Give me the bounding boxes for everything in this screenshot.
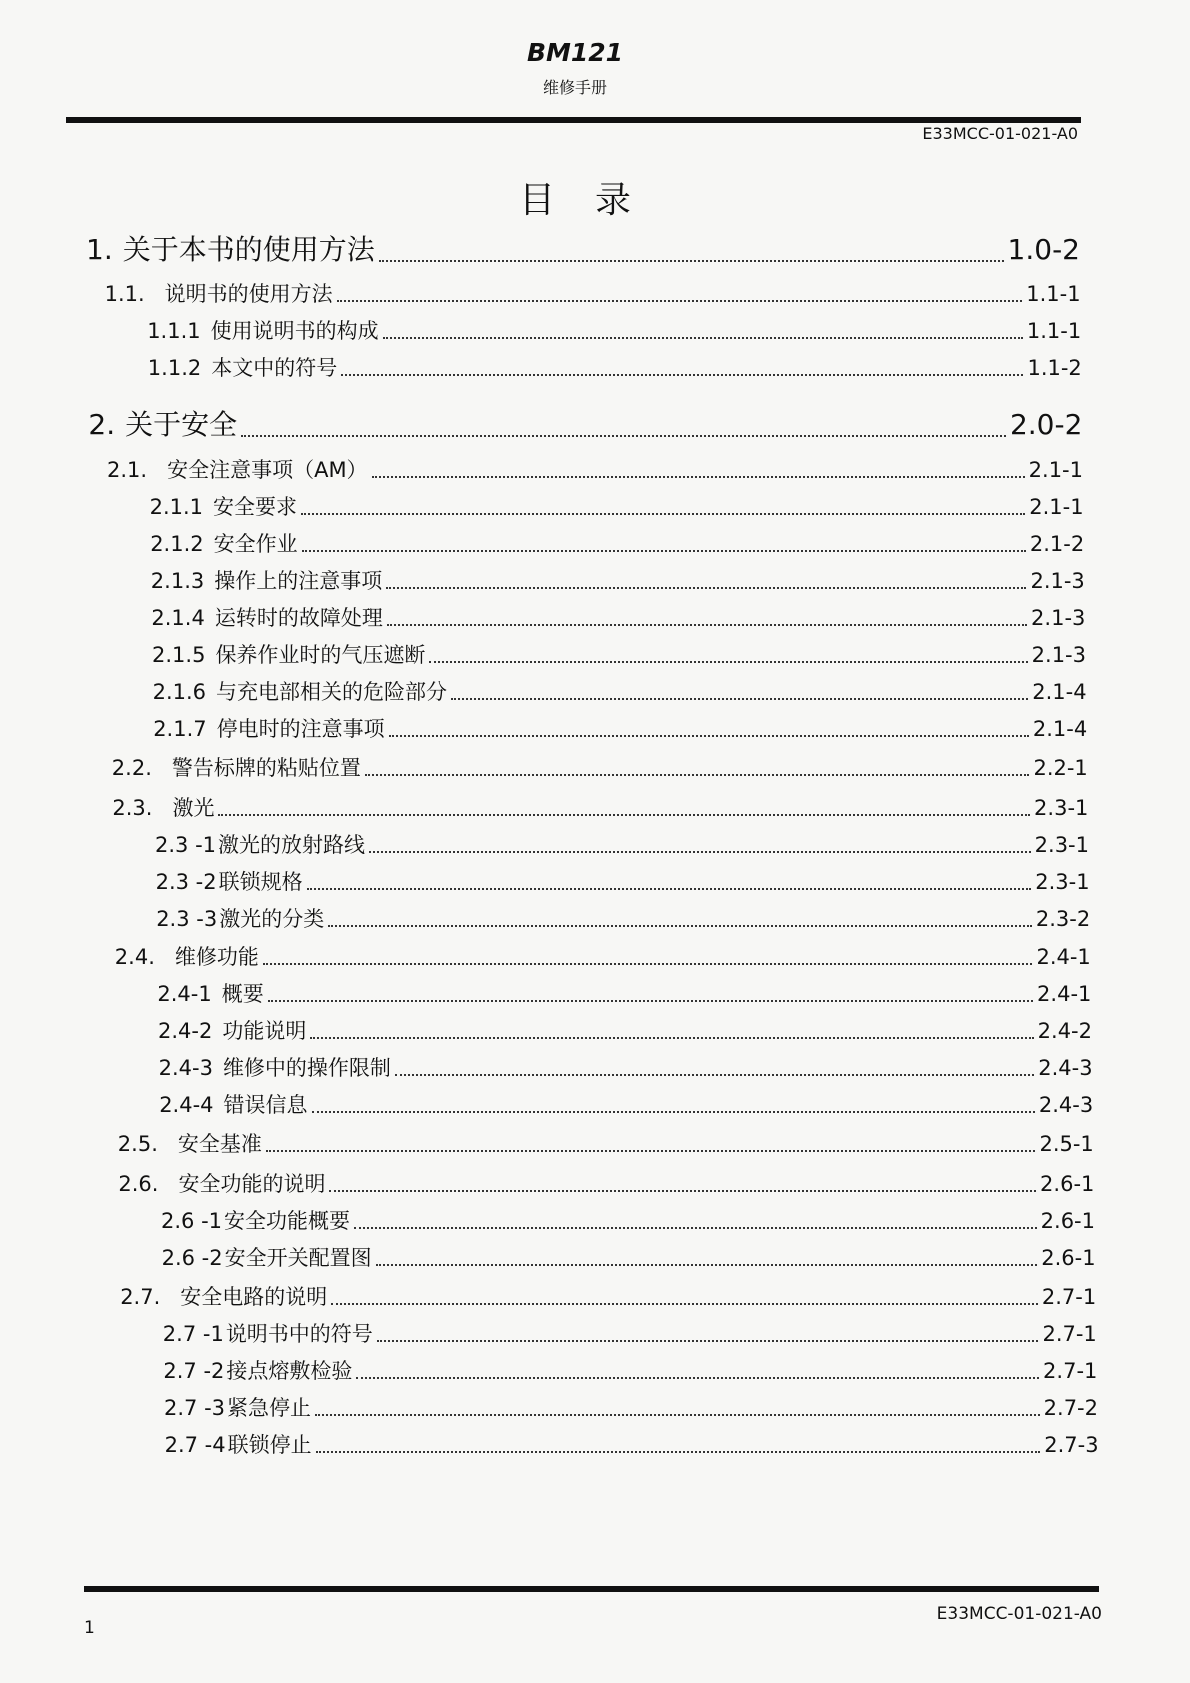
toc-entry-level2[interactable] xyxy=(118,1168,1094,1198)
toc-entry-page: 2.5-1 xyxy=(1039,1132,1094,1156)
toc-entry-number: 2.3. xyxy=(112,796,153,820)
toc-dot-leader xyxy=(372,476,1025,478)
toc-dot-leader xyxy=(316,1451,1041,1453)
toc-entry-number: 1. xyxy=(86,233,113,266)
toc-entry-label: 联锁停止 xyxy=(227,1433,312,1457)
toc-entry-page: 2.7-1 xyxy=(1042,1322,1097,1346)
toc-entry-level2[interactable] xyxy=(118,1128,1094,1158)
toc-entry-page: 2.7-3 xyxy=(1044,1433,1099,1457)
toc-entry-number: 2.2. xyxy=(111,756,152,780)
toc-entry-number: 2.4. xyxy=(114,945,155,969)
toc-entry-page: 2.4-1 xyxy=(1036,945,1091,969)
toc-entry-label: 错误信息 xyxy=(223,1093,308,1117)
toc-dot-leader xyxy=(356,1377,1039,1379)
toc-entry-page: 2.0-2 xyxy=(1009,408,1083,441)
footer-doc-code: E33MCC-01-021-A0 xyxy=(936,1604,1102,1624)
toc-dot-leader xyxy=(379,260,1004,262)
toc-entry-page: 2.4-1 xyxy=(1037,982,1092,1006)
toc-entry-number: 2.7 -1 xyxy=(162,1322,224,1346)
toc-title: 目录 xyxy=(518,180,671,221)
toc-entry-page: 2.7-1 xyxy=(1041,1285,1097,1309)
toc-entry-number: 2.4-4 xyxy=(159,1093,214,1117)
toc-dot-leader xyxy=(341,374,1023,376)
toc-entry-number: 2.1.5 xyxy=(152,643,206,667)
toc-entry-page: 2.1-3 xyxy=(1031,606,1086,630)
toc-dot-leader xyxy=(218,814,1030,816)
toc-entry-number: 2.3 -1 xyxy=(155,833,217,857)
toc-entry-label: 概要 xyxy=(221,982,264,1006)
toc-entry-page: 1.1-1 xyxy=(1026,282,1081,306)
toc-entry-label: 说明书中的符号 xyxy=(225,1322,373,1346)
toc-dot-leader xyxy=(389,735,1029,737)
toc-entry-label: 安全要求 xyxy=(213,495,298,519)
toc-entry-label: 激光的分类 xyxy=(219,907,325,931)
toc-entry-page: 2.2-1 xyxy=(1033,756,1088,780)
toc-entry-level3[interactable] xyxy=(157,978,1091,1008)
toc-entry-level1[interactable] xyxy=(86,228,1080,268)
toc-entry-label: 与充电部相关的危险部分 xyxy=(216,680,448,704)
toc-entry-label: 功能说明 xyxy=(222,1019,307,1043)
toc-entry-level3[interactable] xyxy=(156,903,1090,933)
toc-entry-label: 紧急停止 xyxy=(227,1396,312,1420)
toc-entry-number: 2.6 -1 xyxy=(161,1209,223,1233)
toc-entry-label: 安全功能概要 xyxy=(224,1209,351,1233)
toc-entry-label: 安全基准 xyxy=(177,1132,262,1156)
toc-entry-number: 1.1.2 xyxy=(147,356,202,380)
toc-entry-label: 运转时的故障处理 xyxy=(214,606,383,630)
toc-entry-page: 2.3-2 xyxy=(1035,907,1091,931)
toc-entry-page: 2.6-1 xyxy=(1040,1209,1095,1233)
toc-entry-page: 2.3-1 xyxy=(1035,870,1090,894)
toc-dot-leader xyxy=(266,1150,1036,1152)
toc-entry-number: 2.1.1 xyxy=(149,495,204,519)
toc-dot-leader xyxy=(377,1340,1039,1342)
toc-entry-label: 使用说明书的构成 xyxy=(210,319,379,343)
toc-entry-level2[interactable] xyxy=(112,752,1088,782)
toc-entry-page: 1.1-1 xyxy=(1026,319,1082,343)
toc-dot-leader xyxy=(315,1414,1040,1416)
toc-entry-number: 2.1.3 xyxy=(150,569,205,593)
toc-entry-number: 2.3 -2 xyxy=(155,870,217,894)
toc-entry-page: 2.3-1 xyxy=(1034,833,1089,857)
toc-entry-level2[interactable] xyxy=(112,792,1088,822)
toc-entry-level3[interactable] xyxy=(147,315,1081,345)
toc-entry-label: 维修功能 xyxy=(174,945,259,969)
toc-entry-page: 2.6-1 xyxy=(1041,1246,1096,1270)
toc-entry-level3[interactable] xyxy=(150,491,1084,521)
toc-entry-label: 安全注意事项（AM） xyxy=(167,458,368,482)
toc-dot-leader xyxy=(451,698,1028,700)
footer-page-number: 1 xyxy=(84,1618,95,1638)
toc-dot-leader xyxy=(307,888,1032,890)
toc-entry-level3[interactable] xyxy=(150,528,1084,558)
toc-entry-number: 1.1.1 xyxy=(147,319,201,343)
toc-entry-page: 2.7-2 xyxy=(1043,1396,1098,1420)
toc-entry-number: 1.1. xyxy=(104,282,145,306)
toc-entry-level3[interactable] xyxy=(159,1052,1093,1082)
toc-dot-leader xyxy=(301,513,1025,515)
toc-entry-number: 2.4-1 xyxy=(157,982,212,1006)
toc-entry-label: 激光 xyxy=(172,796,215,820)
toc-entry-label: 保养作业时的气压遮断 xyxy=(215,643,426,667)
toc-dot-leader xyxy=(310,1037,1033,1039)
toc-dot-leader xyxy=(386,587,1026,589)
toc-entry-level3[interactable] xyxy=(151,565,1085,595)
toc-entry-number: 2.1.2 xyxy=(150,532,204,556)
toc-dot-leader xyxy=(365,774,1030,776)
toc-dot-leader xyxy=(337,300,1023,302)
toc-dot-leader xyxy=(354,1227,1037,1229)
toc-entry-number: 2.1. xyxy=(107,458,148,482)
toc-entry-level3[interactable] xyxy=(148,352,1082,382)
toc-entry-level2[interactable] xyxy=(107,454,1083,484)
toc-dot-leader xyxy=(369,851,1031,853)
toc-dot-leader xyxy=(263,963,1033,965)
toc-entry-level3[interactable] xyxy=(164,1392,1098,1422)
toc-entry-page: 2.1-2 xyxy=(1029,532,1085,556)
toc-entry-number: 2.6 -2 xyxy=(161,1246,223,1270)
toc-entry-page: 2.3-1 xyxy=(1034,796,1089,820)
toc-entry-level3[interactable] xyxy=(163,1355,1097,1385)
toc-entry-page: 2.1-4 xyxy=(1032,717,1088,741)
toc-entry-page: 2.4-3 xyxy=(1038,1056,1093,1080)
toc-entry-level3[interactable] xyxy=(152,639,1086,669)
toc-entry-label: 警告标牌的粘贴位置 xyxy=(171,756,361,780)
toc-entry-label: 安全功能的说明 xyxy=(178,1172,326,1196)
toc-entry-label: 接点熔敷检验 xyxy=(226,1359,353,1383)
toc-entry-label: 安全开关配置图 xyxy=(224,1246,372,1270)
toc-entry-label: 本文中的符号 xyxy=(211,356,338,380)
toc-dot-leader xyxy=(268,1000,1033,1002)
toc-entry-page: 2.4-2 xyxy=(1037,1019,1092,1043)
toc-entry-level1[interactable] xyxy=(88,403,1082,443)
toc-entry-level3[interactable] xyxy=(153,713,1087,743)
toc-dot-leader xyxy=(383,337,1023,339)
toc-entry-level3[interactable] xyxy=(153,676,1087,706)
toc-dot-leader xyxy=(328,925,1032,927)
toc-entry-label: 停电时的注意事项 xyxy=(216,717,385,741)
toc-entry-level2[interactable] xyxy=(115,941,1091,971)
toc-entry-label: 安全作业 xyxy=(213,532,298,556)
toc-entry-level3[interactable] xyxy=(162,1242,1096,1272)
toc-dot-leader xyxy=(241,435,1006,437)
toc-entry-number: 2.1.4 xyxy=(151,606,205,630)
toc-entry-page: 2.1-1 xyxy=(1029,495,1084,519)
toc-dot-leader xyxy=(312,1111,1035,1113)
toc-entry-number: 2.4-2 xyxy=(158,1019,213,1043)
toc-entry-number: 2.1.7 xyxy=(153,717,207,741)
toc-entry-level2[interactable] xyxy=(105,278,1081,308)
toc-dot-leader xyxy=(387,624,1027,626)
toc-entry-level3[interactable] xyxy=(158,1015,1092,1045)
toc-entry-label: 说明书的使用方法 xyxy=(164,282,333,306)
toc-dot-leader xyxy=(376,1264,1038,1266)
toc-entry-number: 2.7. xyxy=(120,1285,161,1309)
toc-entry-label: 关于安全 xyxy=(125,408,238,441)
toc-entry-level3[interactable] xyxy=(151,602,1085,632)
toc-entry-label: 维修中的操作限制 xyxy=(222,1056,391,1080)
toc-entry-page: 2.7-1 xyxy=(1043,1359,1098,1383)
toc-entry-number: 2.4-3 xyxy=(158,1056,213,1080)
toc-entry-label: 操作上的注意事项 xyxy=(214,569,383,593)
toc-entry-label: 联锁规格 xyxy=(218,870,303,894)
toc-entry-number: 2. xyxy=(88,408,116,441)
header-doc-code: E33MCC-01-021-A0 xyxy=(922,124,1078,143)
toc-entry-level3[interactable] xyxy=(159,1089,1093,1119)
toc-entry-level2[interactable] xyxy=(120,1281,1096,1311)
toc-entry-label: 安全电路的说明 xyxy=(180,1285,328,1309)
toc-dot-leader xyxy=(395,1074,1034,1076)
header-rule xyxy=(66,117,1081,123)
toc-entry-level3[interactable] xyxy=(161,1205,1095,1235)
toc-entry-page: 2.1-1 xyxy=(1028,458,1083,482)
toc-entry-level3[interactable] xyxy=(165,1429,1099,1459)
footer-rule xyxy=(84,1586,1099,1592)
toc-dot-leader xyxy=(331,1303,1038,1305)
toc-entry-number: 2.6. xyxy=(118,1172,159,1196)
toc-entry-level3[interactable] xyxy=(155,829,1089,859)
toc-entry-page: 2.1-3 xyxy=(1030,569,1085,593)
toc-entry-page: 2.6-1 xyxy=(1040,1172,1095,1196)
toc-entry-page: 1.1-2 xyxy=(1027,356,1082,380)
toc-dot-leader xyxy=(429,661,1027,663)
toc-entry-level3[interactable] xyxy=(156,866,1090,896)
manual-subtitle: 维修手册 xyxy=(542,78,607,97)
toc-entry-page: 1.0-2 xyxy=(1007,233,1080,266)
toc-entry-label: 关于本书的使用方法 xyxy=(122,233,375,266)
toc-entry-label: 激光的放射路线 xyxy=(218,833,366,857)
toc-dot-leader xyxy=(302,550,1026,552)
toc-entry-page: 2.1-4 xyxy=(1032,680,1087,704)
toc-dot-leader xyxy=(329,1190,1036,1192)
toc-entry-number: 2.7 -2 xyxy=(163,1359,225,1383)
toc-entry-number: 2.7 -3 xyxy=(164,1396,226,1420)
toc-entry-number: 2.7 -4 xyxy=(164,1433,226,1457)
toc-entry-level3[interactable] xyxy=(163,1318,1097,1348)
toc-entry-page: 2.1-3 xyxy=(1031,643,1086,667)
toc-entry-page: 2.4-3 xyxy=(1038,1093,1094,1117)
manual-title: BM121 xyxy=(526,38,624,67)
toc-entry-number: 2.5. xyxy=(117,1132,158,1156)
toc-entry-number: 2.3 -3 xyxy=(156,907,218,931)
toc-entry-number: 2.1.6 xyxy=(152,680,207,704)
